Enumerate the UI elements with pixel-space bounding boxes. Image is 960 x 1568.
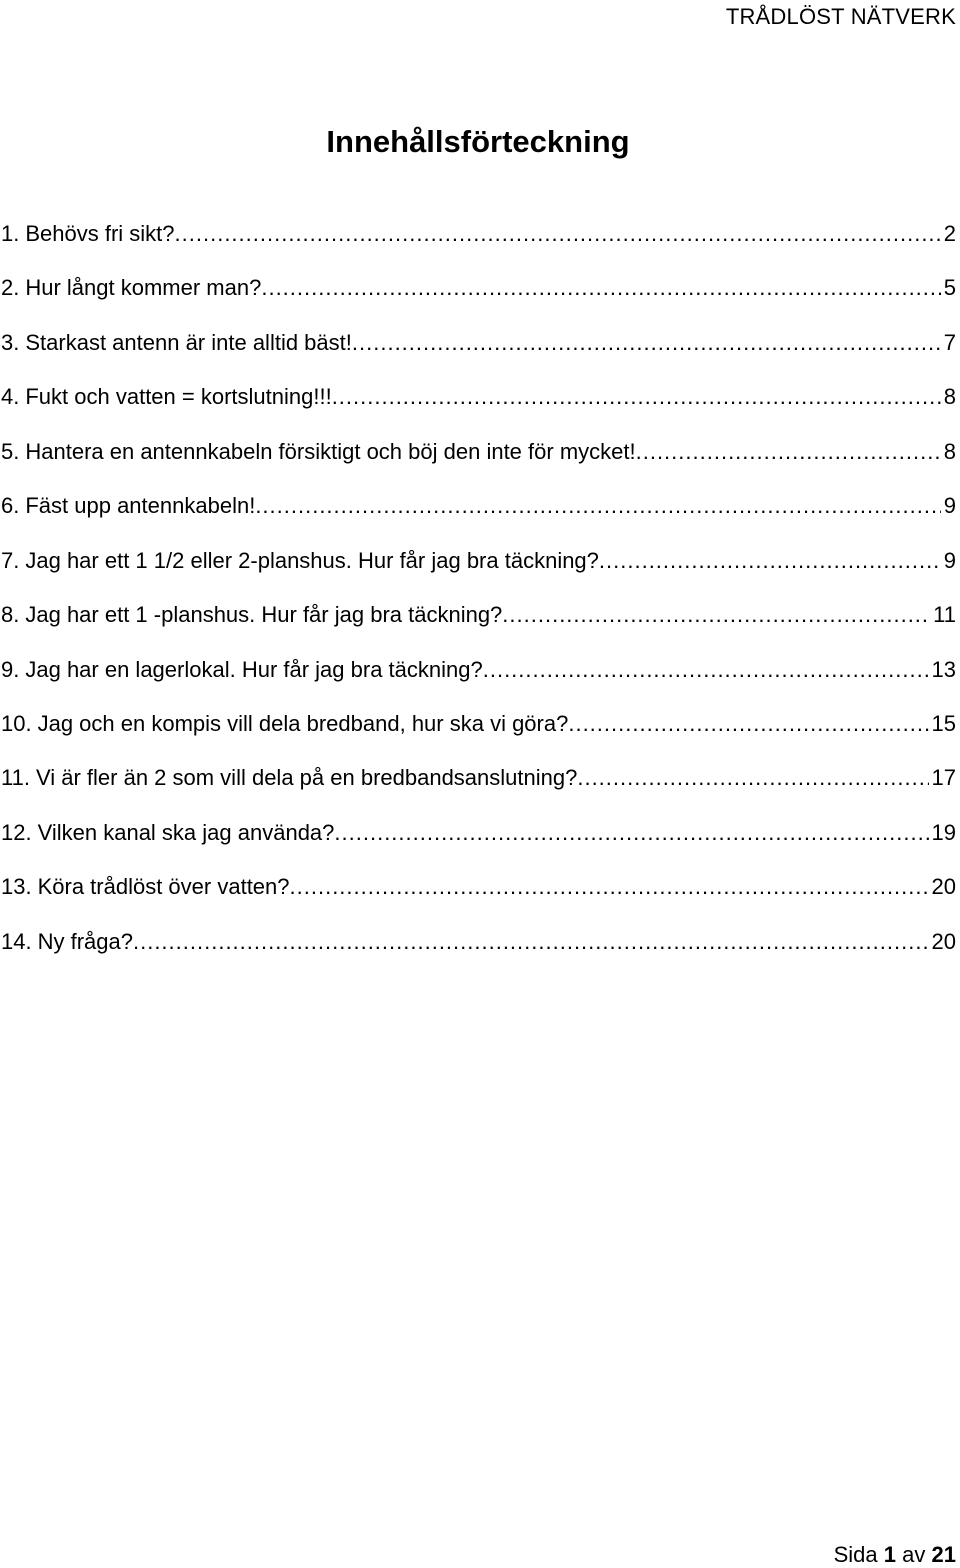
toc-entry-page: 11 — [933, 602, 956, 628]
toc-entry-number: 3. — [1, 329, 20, 355]
toc-entry-page: 5 — [943, 275, 956, 301]
toc-entry-title: Starkast antenn är inte alltid bäst! — [25, 329, 352, 355]
toc-entry-number: 12. — [1, 819, 32, 845]
toc-entry-title: Jag har en lagerlokal. Hur får jag bra täckning? — [25, 656, 483, 682]
toc-dot-leader — [483, 654, 929, 686]
toc-entry-page: 8 — [943, 438, 956, 464]
toc-entry-title: Ny fråga? — [37, 928, 133, 954]
toc-dot-leader — [502, 599, 930, 631]
toc-entry[interactable] — [1, 381, 956, 435]
toc-title: Innehållsförteckning — [326, 124, 630, 159]
toc-entry-title: Jag och en kompis vill dela bredband, hur ska vi göra? — [37, 710, 569, 736]
toc-dot-leader — [636, 436, 941, 468]
toc-entry[interactable] — [1, 654, 956, 708]
toc-entry-number: 13. — [1, 874, 32, 900]
toc-dot-leader — [599, 545, 941, 577]
toc-entry-title: Jag har ett 1 1/2 eller 2-planshus. Hur får jag bra täckning? — [25, 547, 599, 573]
toc-entry-title: Hantera en antennkabeln försiktigt och böj den inte för mycket! — [25, 438, 636, 464]
toc-entry[interactable] — [1, 272, 956, 326]
toc-dot-leader — [332, 381, 941, 413]
toc-entry-title: Fäst upp antennkabeln! — [25, 493, 256, 519]
toc-entry[interactable] — [1, 817, 956, 871]
footer-page-separator: av — [902, 1542, 926, 1567]
toc-entry-page: 9 — [943, 547, 956, 573]
toc-entry-number: 2. — [1, 275, 20, 301]
toc-entry-number: 4. — [1, 384, 20, 410]
toc-entry[interactable] — [1, 436, 956, 490]
toc-entry[interactable] — [1, 545, 956, 599]
toc-dot-leader — [175, 218, 941, 250]
footer-page-label: Sida — [833, 1542, 878, 1567]
footer-total-pages: 21 — [931, 1542, 956, 1567]
toc-entry[interactable] — [1, 599, 956, 653]
toc-entry-number: 6. — [1, 493, 20, 519]
toc-entry-title: Vilken kanal ska jag använda? — [37, 819, 335, 845]
toc-entry-title: Hur långt kommer man? — [25, 275, 262, 301]
toc-entry-page: 17 — [931, 765, 956, 791]
toc-entry[interactable] — [1, 218, 956, 272]
toc-entry-title: Behövs fri sikt? — [25, 221, 175, 246]
toc-entry-number: 1. — [1, 221, 20, 246]
toc-dot-leader — [352, 327, 941, 359]
toc-entry-page: 2 — [943, 221, 956, 246]
running-header: TRÅDLÖST NÄTVERK — [725, 4, 956, 29]
toc-dot-leader — [261, 272, 940, 304]
toc-entry[interactable] — [1, 871, 956, 925]
toc-entry-number: 14. — [1, 928, 32, 954]
page-footer — [834, 1542, 956, 1568]
toc-dot-leader — [290, 871, 929, 903]
toc-entry-number: 8. — [1, 602, 20, 628]
toc-entry-title: Köra trådlöst över vatten? — [37, 874, 290, 900]
toc-entry-page: 19 — [931, 819, 956, 845]
toc-dot-leader — [568, 708, 928, 740]
footer-current-page: 1 — [883, 1542, 897, 1567]
toc-entry-page: 15 — [931, 710, 956, 736]
toc-entry-page: 9 — [943, 493, 956, 519]
toc-entry-title: Vi är fler än 2 som vill dela på en bredbandsanslutning? — [35, 765, 578, 791]
toc-entry-title: Fukt och vatten = kortslutning!!! — [25, 384, 332, 410]
toc-entry-number: 5. — [1, 438, 20, 464]
toc-entry-page: 20 — [931, 874, 956, 900]
toc-entry-title: Jag har ett 1 -planshus. Hur får jag bra täckning? — [25, 602, 503, 628]
toc-entry-page: 20 — [931, 928, 956, 954]
toc-dot-leader — [255, 490, 940, 522]
toc-entry[interactable] — [1, 708, 956, 762]
toc-dot-leader — [334, 817, 928, 849]
toc-list — [1, 218, 956, 980]
toc-entry-number: 10. — [1, 710, 32, 736]
toc-dot-leader — [577, 762, 928, 794]
toc-dot-leader — [133, 926, 929, 958]
toc-entry-page: 13 — [931, 656, 956, 682]
toc-entry[interactable] — [1, 762, 956, 816]
toc-entry-number: 11. — [1, 765, 30, 791]
toc-entry-number: 9. — [1, 656, 20, 682]
toc-entry[interactable] — [1, 490, 956, 544]
toc-entry-number: 7. — [1, 547, 20, 573]
toc-entry-page: 8 — [943, 384, 956, 410]
toc-entry[interactable] — [1, 926, 956, 980]
toc-entry[interactable] — [1, 327, 956, 381]
toc-entry-page: 7 — [943, 329, 956, 355]
